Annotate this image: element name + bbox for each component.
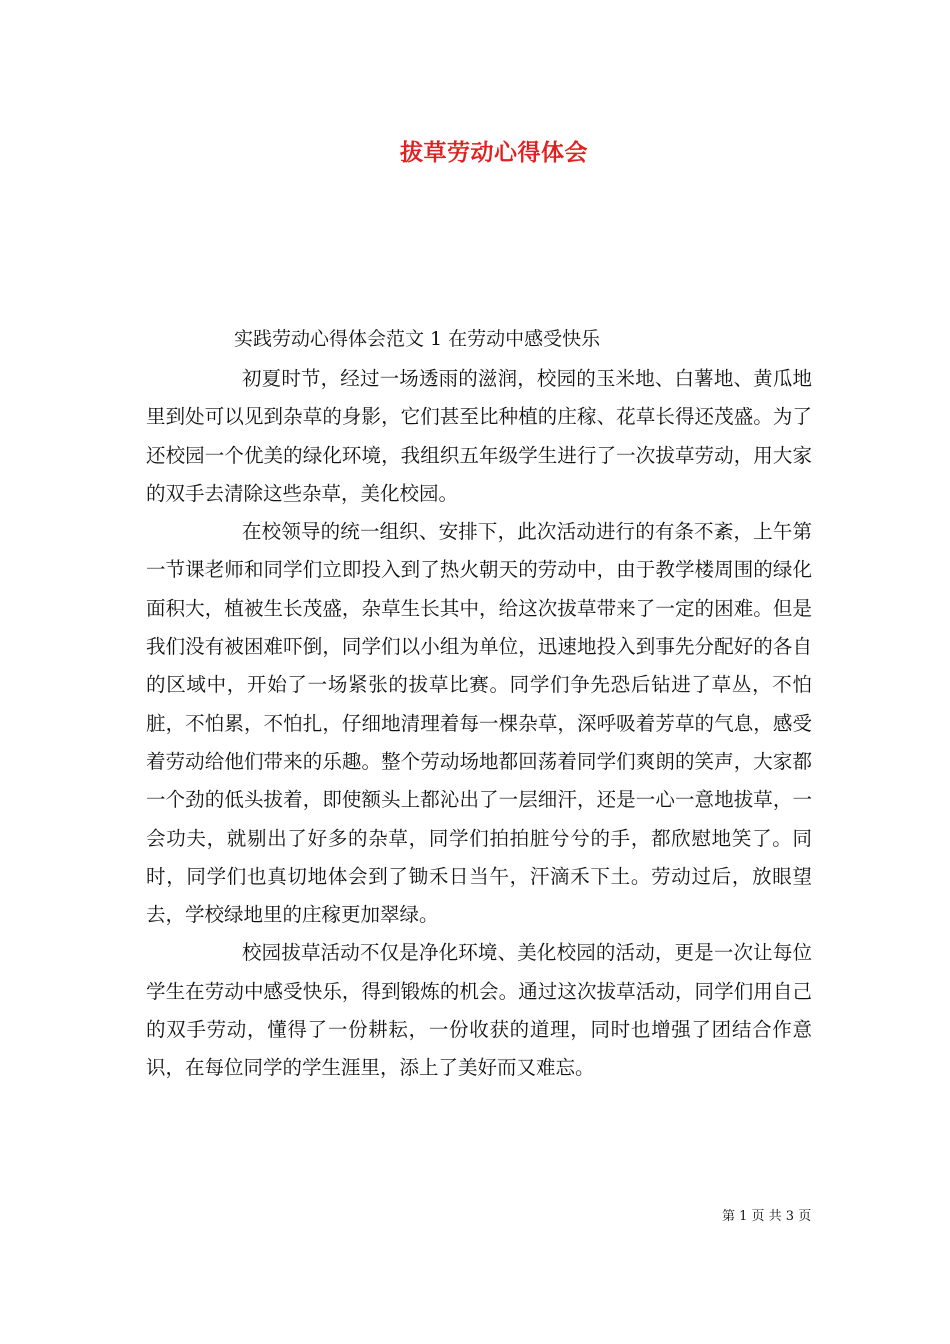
paragraph-1: 初夏时节，经过一场透雨的滋润，校园的玉米地、白薯地、黄瓜地里到处可以见到杂草的身影，它们甚至比种植的庄稼、花草长得还茂盛。为了还校园一个优美的绿化环境，我组织五年级学生进行了一次拔草劳动，用大家的双手去清除这些杂草，美化校园。 — [146, 367, 812, 505]
document-body — [146, 360, 812, 1088]
paragraph-3: 校园拔草活动不仅是净化环境、美化校园的活动，更是一次让每位学生在劳动中感受快乐，得到锻炼的机会。通过这次拔草活动，同学们用自己的双手劳动，懂得了一份耕耘，一份收获的道理，同时也增强了团结合作意识，在每位同学的学生涯里，添上了美好而又难忘。 — [146, 941, 812, 1080]
document-title: 拔草劳动心得体会 — [400, 139, 588, 166]
document-subtitle: 实践劳动心得体会范文 1 在劳动中感受快乐 — [234, 328, 601, 350]
paragraph-2: 在校领导的统一组织、安排下，此次活动进行的有条不紊，上午第一节课老师和同学们立即投入到了热火朝天的劳动中，由于教学楼周围的绿化面积大，植被生长茂盛，杂草生长其中，给这次拔草带来了一定的困难。但是我们没有被困难吓倒，同学们以小组为单位，迅速地投入到事先分配好的各自的区域中，开始了一场紧张的拔草比赛。同学们争先恐后钻进了草丛，不怕脏，不怕累，不怕扎，仔细地清理着每一棵杂草，深呼吸着芳草的气息，感受着劳动给他们带来的乐趣。整个劳动场地都回荡着同学们爽朗的笑声，大家都一个劲的低头拔着，即使额头上都沁出了一层细汗，还是一心一意地拔草，一会功夫，就剔出了好多的杂草，同学们拍拍脏兮兮的手，都欣慰地笑了。同时，同学们也真切地体会到了锄禾日当午，汗滴禾下土。劳动过后，放眼望去，学校绿地里的庄稼更加翠绿。 — [146, 520, 812, 927]
page-number-footer: 第 1 页 共 3 页 — [722, 1209, 812, 1224]
